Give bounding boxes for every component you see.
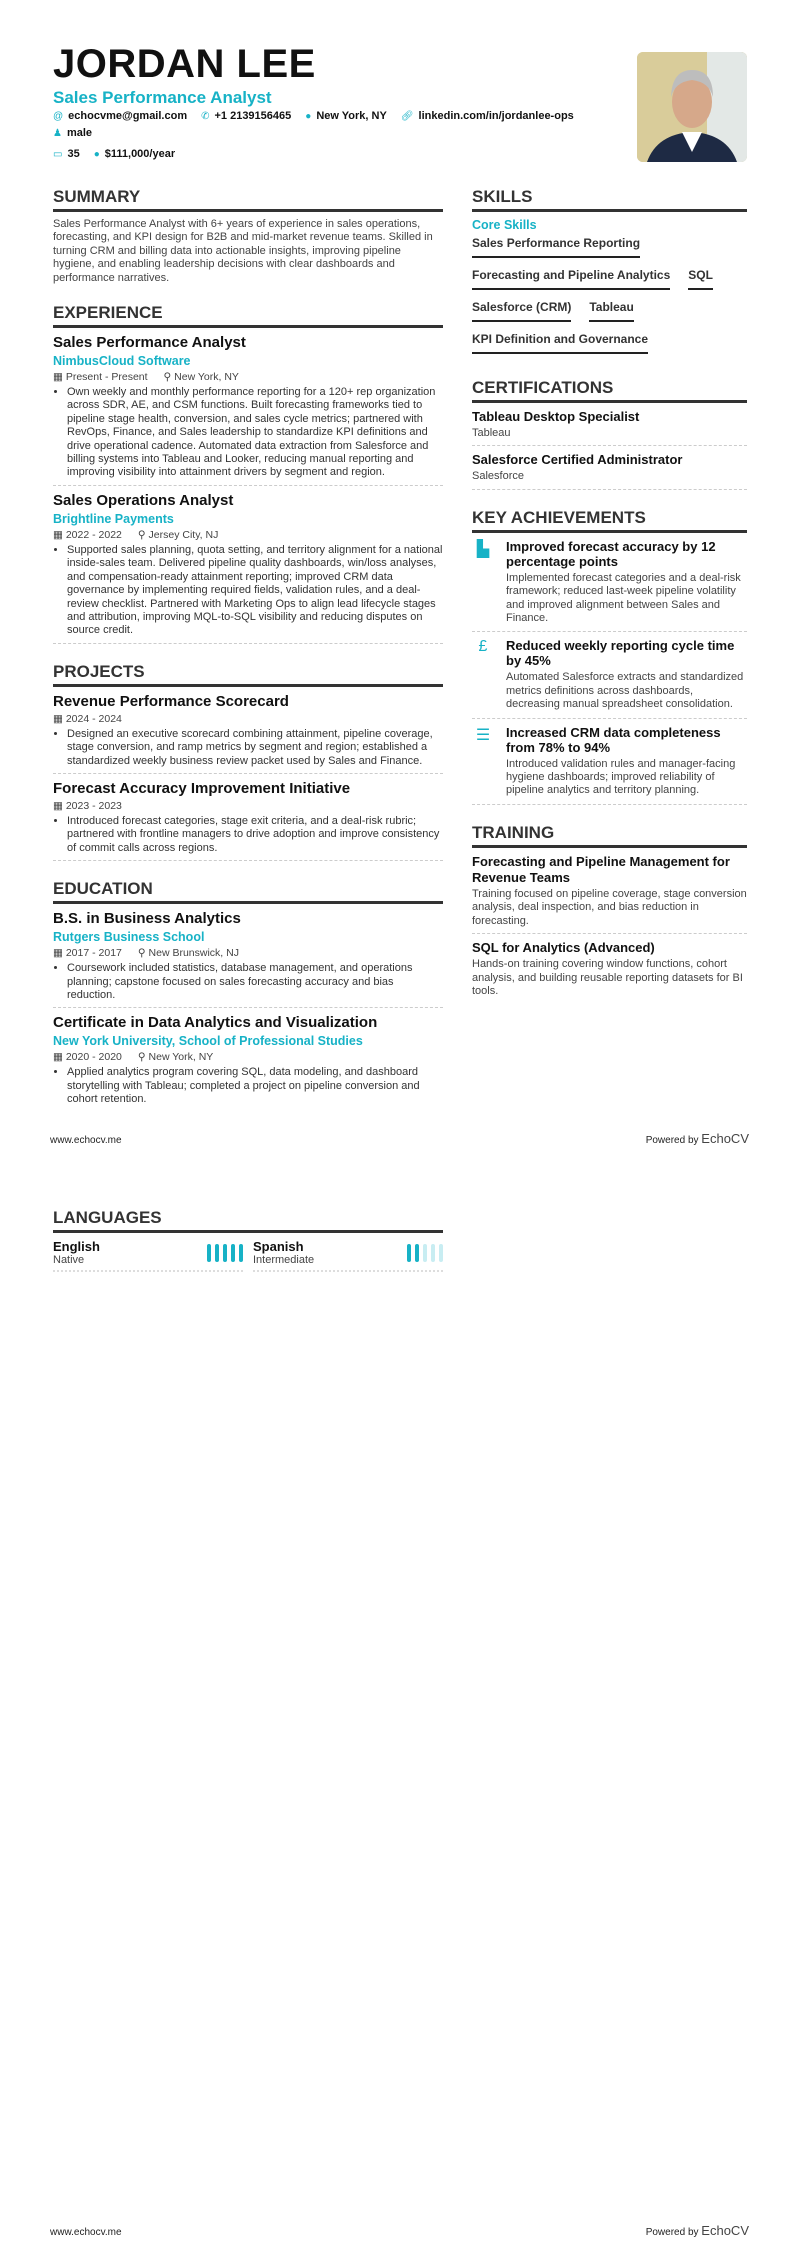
- job-title: Sales Operations Analyst: [53, 491, 234, 509]
- location-icon: ●: [305, 111, 312, 122]
- brand-logo[interactable]: EchoCV: [701, 2223, 749, 2238]
- achievement: [472, 638, 747, 718]
- age: 35: [67, 148, 80, 160]
- profile-photo: [637, 52, 747, 162]
- bullet: • Coursework included statistics, database management, and operations planning; capstone focused on sales forecasting accuracy and bias reduction.: [67, 962, 443, 1002]
- dates: 2024 - 2024: [65, 712, 122, 725]
- rating-bar: [223, 1244, 227, 1262]
- cert-title: Tableau Desktop Specialist: [472, 409, 640, 424]
- cert-issuer: Tableau: [472, 427, 511, 439]
- school: New York University, School of Professional Studies: [53, 1034, 363, 1049]
- cert-title: Salesforce Certified Administrator: [472, 452, 683, 468]
- contact-info: [53, 110, 623, 161]
- footer-powered: [646, 1132, 749, 1148]
- experience-entry: [53, 492, 443, 644]
- skill-tag: KPI Definition and Governance: [472, 332, 648, 354]
- language-rating: [407, 1239, 443, 1267]
- rating-bar: [423, 1244, 427, 1262]
- rating-bar: [207, 1244, 211, 1262]
- languages-section: [53, 1194, 443, 1272]
- left-column: [53, 173, 443, 1118]
- salary: $111,000/year: [104, 148, 176, 160]
- project-entry: [53, 693, 443, 774]
- language-name: Spanish: [253, 1239, 304, 1254]
- at-icon: @: [53, 111, 64, 122]
- bullet: • Own weekly and monthly performance reporting for a 120+ rep organization across SDR, AE, and CSM functions. Built forecasting frameworks tied to pipeline stage health, conversion, and sales cycle metrics; partnered with RevOps, Finance, and Sales leadership to standardize KPI definitions and drive operational cadence. Automated data extraction from Salesforce and billing systems into Tableau and Looker, reducing manual reporting and improving visibility into attainment drivers by segment and region.: [67, 386, 443, 480]
- calendar-icon: ▦: [53, 799, 66, 812]
- achievement-text: Introduced validation rules and manager-facing hygiene dashboards; improved reliability of pipeline analytics and territory planning.: [506, 757, 736, 797]
- training-text: Training focused on pipeline coverage, stage conversion analysis, deal inspection, and bias reduction in forecasting.: [472, 887, 747, 927]
- footer-powered: [646, 2224, 749, 2240]
- money-icon: ●: [93, 149, 100, 160]
- database-icon: ☰: [475, 726, 491, 744]
- candidate-name: JORDAN LEE: [53, 42, 316, 86]
- person-icon: ♟: [53, 128, 62, 139]
- email[interactable]: echocvme@gmail.com: [68, 110, 188, 122]
- education-heading: EDUCATION: [53, 879, 443, 904]
- bullet: • Designed an executive scorecard combining attainment, pipeline coverage, stage conversion, and ramp metrics by segment and region; established a standardized weekly business review packet used by Sales and Finance.: [67, 728, 443, 768]
- degree: Certificate in Data Analytics and Visualization: [53, 1014, 378, 1032]
- education-entry: [53, 910, 443, 1008]
- location: New Brunswick, NJ: [148, 947, 239, 960]
- language-level: Intermediate: [253, 1254, 315, 1266]
- calendar-icon: ▦: [53, 712, 66, 725]
- phone[interactable]: +1 2139156465: [214, 110, 292, 122]
- rating-bar: [215, 1244, 219, 1262]
- languages-heading: LANGUAGES: [53, 1208, 443, 1233]
- candidate-title: Sales Performance Analyst: [53, 88, 272, 107]
- skills-list: [472, 236, 747, 358]
- experience-entry: [53, 334, 443, 486]
- calendar-icon: ▭: [53, 149, 63, 160]
- language-rating: [207, 1239, 243, 1267]
- dates: 2022 - 2022: [65, 528, 122, 541]
- achievement: [472, 725, 747, 805]
- certification: [472, 409, 747, 446]
- project-title: Revenue Performance Scorecard: [53, 692, 289, 710]
- dates: 2017 - 2017: [65, 947, 122, 960]
- powered-label: Powered by: [645, 1135, 699, 1146]
- location-icon: ⚲: [137, 947, 149, 960]
- brand-logo[interactable]: EchoCV: [701, 1131, 749, 1146]
- link-icon: 🔗︎: [400, 111, 414, 122]
- footer-site[interactable]: www.echocv.me: [50, 1135, 122, 1146]
- project-entry: [53, 780, 443, 861]
- company: NimbusCloud Software: [53, 354, 191, 369]
- location: New York, NY: [174, 371, 239, 384]
- powered-label: Powered by: [645, 2227, 699, 2238]
- skill-tag: Sales Performance Reporting: [472, 236, 640, 258]
- project-title: Forecast Accuracy Improvement Initiative: [53, 779, 351, 797]
- skill-tag: SQL: [688, 268, 713, 290]
- calendar-icon: ▦: [53, 1051, 66, 1064]
- dates: Present - Present: [65, 371, 148, 384]
- document-icon: ▙: [476, 540, 490, 558]
- phone-icon: ✆: [201, 111, 210, 122]
- rating-bar: [239, 1244, 243, 1262]
- footer-site[interactable]: www.echocv.me: [50, 2227, 122, 2238]
- rating-bar: [231, 1244, 235, 1262]
- training-entry: [472, 940, 747, 1003]
- calendar-icon: ▦: [53, 528, 66, 541]
- location-icon: ⚲: [137, 528, 149, 541]
- job-title: Sales Performance Analyst: [53, 334, 246, 352]
- linkedin-link[interactable]: linkedin.com/in/jordanlee-ops: [418, 110, 574, 122]
- company: Brightline Payments: [53, 511, 174, 526]
- bullet: • Applied analytics program covering SQL, data modeling, and dashboard storytelling with Tableau; completed a project on pipeline conversion and cohort retention.: [67, 1066, 443, 1106]
- cert-issuer: Salesforce: [472, 470, 524, 483]
- achievement-text: Automated Salesforce extracts and standardized metrics definitions across dashboards, decreasing manual spreadsheet consolidation.: [506, 671, 744, 711]
- achievement-title: Improved forecast accuracy by 12 percentage points: [506, 538, 716, 569]
- dates: 2023 - 2023: [65, 799, 122, 812]
- training-heading: TRAINING: [472, 823, 747, 848]
- skill-category: Core Skills: [472, 218, 537, 232]
- degree: B.S. in Business Analytics: [53, 910, 241, 928]
- calendar-icon: ▦: [53, 947, 66, 960]
- pound-coin-icon: £: [478, 638, 488, 656]
- location-icon: ⚲: [137, 1051, 149, 1064]
- language-item: [253, 1239, 443, 1272]
- skills-heading: SKILLS: [472, 187, 747, 212]
- certification: [472, 452, 747, 489]
- achievement: [472, 539, 747, 633]
- rating-bar: [431, 1244, 435, 1262]
- right-column: [472, 173, 747, 1009]
- gender: male: [66, 127, 93, 139]
- language-name: English: [53, 1239, 100, 1254]
- achievement-text: Implemented forecast categories and a deal-risk framework; reduced last-week pipeline volatility and improved alignment between Sales and Finance.: [506, 571, 741, 625]
- bullet: • Introduced forecast categories, stage exit criteria, and a deal-risk rubric; partnered with frontline managers to drive adoption and improve consistency of commit calls across regions.: [67, 815, 443, 855]
- school: Rutgers Business School: [53, 930, 205, 945]
- skill-tag: Salesforce (CRM): [472, 300, 571, 322]
- language-level: Native: [53, 1254, 85, 1266]
- location-icon: ⚲: [163, 371, 175, 384]
- location: New York, NY: [148, 1051, 214, 1064]
- experience-heading: EXPERIENCE: [53, 303, 443, 328]
- training-title: SQL for Analytics (Advanced): [472, 940, 655, 956]
- calendar-icon: ▦: [53, 371, 66, 384]
- location: New York, NY: [316, 110, 387, 122]
- skill-tag: Forecasting and Pipeline Analytics: [472, 268, 670, 290]
- rating-bar: [415, 1244, 419, 1262]
- rating-bar: [407, 1244, 411, 1262]
- language-item: [53, 1239, 243, 1272]
- projects-heading: PROJECTS: [53, 662, 443, 687]
- achievements-heading: KEY ACHIEVEMENTS: [472, 508, 747, 533]
- bullet: • Supported sales planning, quota setting, and territory alignment for a national inside-sales team. Delivered pipeline quality dashboards, win/loss analyses, and compensation-ready attainment reporting; improved CRM data governance by implementing required fields, validation rules, and a deal-review checklist. Partnered with Marketing Ops to align lead lifecycle stages and attribution, improving MQL-to-SQL visibility and reducing disputes on source credit.: [67, 544, 443, 638]
- training-entry: [472, 854, 747, 934]
- training-title: Forecasting and Pipeline Management for Revenue Teams: [472, 853, 730, 885]
- summary-heading: SUMMARY: [53, 187, 443, 212]
- rating-bar: [439, 1244, 443, 1262]
- education-entry: [53, 1014, 443, 1111]
- dates: 2020 - 2020: [65, 1051, 122, 1064]
- summary-text: Sales Performance Analyst with 6+ years of experience in sales operations, forecasting, and KPI design for B2B and mid-market revenue teams. Skilled in turning CRM and billing data into actionable insights, improving pipeline hygiene, and enabling leadership decisions with clear dashboards and performance narratives.: [53, 218, 433, 284]
- certifications-heading: CERTIFICATIONS: [472, 378, 747, 403]
- achievement-title: Reduced weekly reporting cycle time by 45%: [506, 638, 735, 669]
- achievement-title: Increased CRM data completeness from 78% to 94%: [506, 724, 721, 755]
- skill-tag: Tableau: [589, 300, 633, 322]
- training-text: Hands-on training covering window functions, cohort analysis, and building reusable reporting datasets for BI tools.: [472, 958, 743, 997]
- location: Jersey City, NJ: [148, 528, 219, 541]
